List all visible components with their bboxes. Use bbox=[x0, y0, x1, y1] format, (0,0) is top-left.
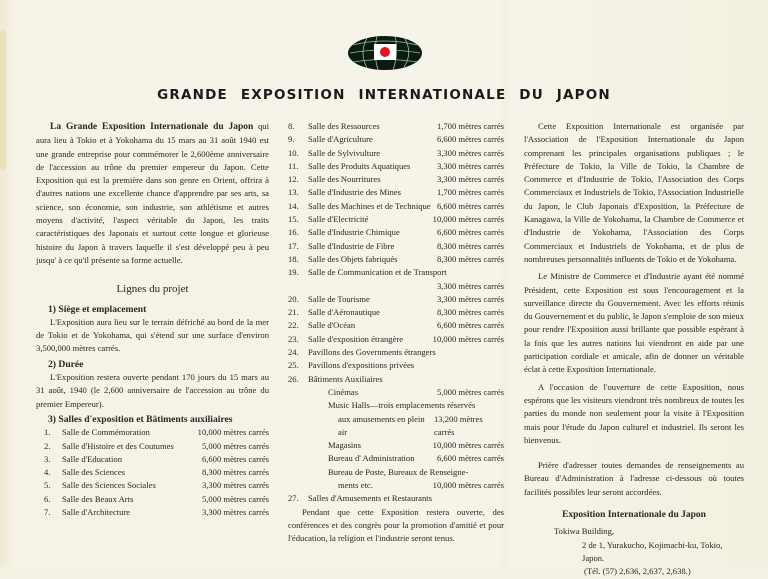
section-text-duree: L'Exposition restera ouverte pendant 170 jours du 15 mars au 31 août, 1940 (le 2,600 anniversaire de l'accession au trône du premier Empereur). bbox=[36, 372, 269, 409]
hall-name: Salle d'Agriculture bbox=[308, 134, 373, 145]
hall-number: 27. bbox=[288, 493, 299, 504]
organisation-paragraph: Cette Exposition Internationale est organisée par l'Association de l'Exposition Internationale du Japon comprenant les principales organisations publiques ; le Préfecture de Tokio, la Ville de Tokio, la Chambre de Commerce et d'Industrie de Tokio, l'Association des Corps Commerciaux et Industriels de Tokio, l'Association Industrielle du Japon, le Club Japonais d'Exposition, la Préfecture de Kanagawa, la Ville de Yokohama, la Chambre de Commerce et d'Industrie de Yokohama, l'Association des Corps Commerciaux et Industriels de Yokohama, et de plus de nombreuses personnalités influents de Tokio et de Yokohama. bbox=[524, 121, 744, 264]
hall-number: 1. bbox=[44, 427, 51, 438]
hall-row bbox=[288, 492, 504, 505]
closing-paragraph: Pendant que cette Exposition restera ouverte, des conférences et des congrès pour la promotion d'amitié et pour l'éducation, la religion et l'industrie seront tenus. bbox=[288, 506, 504, 544]
hall-area: 8,300 mètres carrés bbox=[436, 240, 504, 251]
hall-number: 2. bbox=[44, 440, 51, 451]
hall-name: Bâtiments Auxiliaires bbox=[308, 373, 383, 384]
hall-name: Salle d'Architecture bbox=[62, 507, 131, 518]
aux-row-music-2 bbox=[288, 413, 504, 440]
hall-area: 10,000 mètres carrés bbox=[197, 427, 269, 438]
hall-row bbox=[288, 213, 504, 226]
intro-paragraph bbox=[36, 120, 269, 267]
hall-name: Salle des Objets fabriqués bbox=[308, 253, 398, 264]
hall-list-middle bbox=[288, 120, 504, 266]
aux-row-bureau-admin bbox=[288, 452, 504, 465]
aux-name: Music Halls—trois emplacements réservés bbox=[328, 400, 476, 411]
hall-area: 8,300 mètres carrés bbox=[436, 307, 504, 318]
intro-lead: La Grande Exposition Internationale du Japon bbox=[50, 122, 254, 132]
hall-area: 6,600 mètres carrés bbox=[436, 200, 504, 211]
right-column bbox=[524, 120, 744, 579]
intro-text: qui aura lieu à Tokio et à Yokohama du 15 mars au 31 août 1940 est une grande entreprise pour commémorer le 2,600ème anniversaire de l'accession au trône du premier empereur du Japon. Cette Exposition qui est la première dans son genre en Orient, offrira à d'autres nations une excellente chance d'apprendre par ses arts, sa science, son économie, son industrie, son athlétisme et autres moyens d'activité, l'aspect véritable du Japon, les traits caractéristiques des Japonais et surtout cette longue et glorieuse histoire du Japon à travers laquelle il s'est développé peu à peu jusqu' à ce qu'il présente sa forme actuelle. bbox=[36, 121, 269, 265]
hall-number: 23. bbox=[288, 333, 299, 344]
visitors-paragraph: A l'occasion de l'ouverture de cette Exposition, nous espérons que les visiteurs viendront très nombreux de toutes les parties du monde non seulement pour la visite à l'Exposition mais pour l'étude du Japon culturel et industriel. Ils seront les bienvenus. bbox=[524, 381, 744, 445]
hall-number: 10. bbox=[288, 147, 299, 158]
aux-row-music-1 bbox=[288, 399, 504, 412]
aux-row-cinemas bbox=[288, 386, 504, 399]
hall-number: 7. bbox=[44, 507, 51, 518]
hall-name: Salles d'Amusements et Restaurants bbox=[308, 493, 432, 504]
hall-number: 13. bbox=[288, 187, 299, 198]
hall-area: 6,600 mètres carrés bbox=[436, 320, 504, 331]
hall-area: 3,300 mètres carrés bbox=[436, 280, 504, 291]
aux-name: aux amusements en plein air bbox=[338, 413, 425, 437]
hall-number: 4. bbox=[44, 467, 51, 478]
hall-name: Salle des Sciences bbox=[62, 467, 126, 478]
hall-number: 14. bbox=[288, 200, 299, 211]
hall-name: Salle de Tourisme bbox=[308, 293, 370, 304]
hall-number: 17. bbox=[288, 240, 299, 251]
hall-name: Salle d'Industrie Chimique bbox=[308, 227, 400, 238]
aux-area: 5,000 mètres carrés bbox=[436, 386, 504, 397]
hall-row bbox=[36, 493, 269, 506]
aux-name: Bureau d' Administration bbox=[328, 453, 415, 464]
hall-area: 8,300 mètres carrés bbox=[436, 253, 504, 264]
hall-name: Salle des Nourritures bbox=[308, 174, 381, 185]
hall-number: 18. bbox=[288, 253, 299, 264]
left-column bbox=[36, 120, 269, 519]
aux-row-poste-2 bbox=[288, 479, 504, 492]
hall-number: 9. bbox=[288, 134, 295, 145]
hall-area: 3,300 mètres carrés bbox=[201, 480, 269, 491]
hall-row bbox=[288, 359, 504, 372]
hall-name: Salle des Machines et de Technique bbox=[308, 200, 431, 211]
hall-name: Salle d'Industrie de Fibre bbox=[308, 240, 395, 251]
hall-list-left bbox=[36, 426, 269, 519]
hall-row bbox=[288, 147, 504, 160]
hall-name: Salle de Commémoration bbox=[62, 427, 150, 438]
hall-name: Salle d'Histoire et des Coutumes bbox=[62, 440, 174, 451]
hall-row bbox=[288, 253, 504, 266]
hall-row bbox=[288, 266, 504, 279]
hall-row bbox=[288, 160, 504, 173]
government-paragraph: Le Ministre de Commerce et d'Industrie ayant été nommé Président, cette Exposition est sous l'encouragement et la surveillance directe du Gouvernement. Avec les efforts réunis du Gouvernement et du public, le Japon s'emploie de son mieux pour rendre l'Exposition aussi brillante que possible espérant à la fois que les autres nations lui viendront en aide par une participation cordiale et amicale, afin de donner un véritable éclat à cette Exposition Internationale. bbox=[524, 271, 744, 375]
section-heading-salles: 3) Salles d'exposition et Bâtiments auxiliaires bbox=[48, 413, 233, 425]
aux-name: ments etc. bbox=[338, 480, 373, 491]
aux-row-magasins bbox=[288, 439, 504, 452]
hall-row bbox=[288, 186, 504, 199]
hall-number: 22. bbox=[288, 320, 299, 331]
hall-number: 6. bbox=[44, 493, 51, 504]
hall-area: 3,300 mètres carrés bbox=[436, 174, 504, 185]
hall-number: 3. bbox=[44, 453, 51, 464]
hall-name: Salle de Communication et de Transport bbox=[308, 267, 447, 278]
hall-list-middle-2 bbox=[288, 293, 504, 346]
hall-area: 3,300 mètres carrés bbox=[436, 160, 504, 171]
hall-row bbox=[288, 120, 504, 133]
organisation-name: Exposition Internationale du Japon bbox=[562, 510, 706, 521]
hall-row bbox=[36, 466, 269, 479]
hall-area: 3,300 mètres carrés bbox=[436, 293, 504, 304]
section-heading-siege: 1) Siège et emplacement bbox=[48, 303, 147, 315]
hall-row bbox=[288, 293, 504, 306]
aux-area: 10,000 mètres carrés bbox=[432, 480, 504, 491]
hall-row bbox=[288, 319, 504, 332]
hall-area: 5,000 mètres carrés bbox=[201, 440, 269, 451]
hall-row bbox=[288, 226, 504, 239]
hall-row bbox=[36, 506, 269, 519]
hall-number: 24. bbox=[288, 347, 299, 358]
hall-area: 10,000 mètres carrés bbox=[432, 214, 504, 225]
hall-row bbox=[288, 173, 504, 186]
hall-name: Salle d'Industrie des Mines bbox=[308, 187, 401, 198]
hall-row bbox=[288, 240, 504, 253]
hall-area: 10,000 mètres carrés bbox=[432, 333, 504, 344]
hall-area: 8,300 mètres carrés bbox=[201, 467, 269, 478]
hall-row bbox=[288, 333, 504, 346]
aux-row-poste-1 bbox=[288, 466, 504, 479]
hall-name: Salle des Sciences Sociales bbox=[62, 480, 156, 491]
hall-name: Salle des Produits Aquatiques bbox=[308, 160, 411, 171]
hall-row bbox=[36, 453, 269, 466]
hall-name: Salle d'Océan bbox=[308, 320, 356, 331]
hall-row bbox=[288, 133, 504, 146]
hall-area: 6,600 mètres carrés bbox=[436, 134, 504, 145]
hall-area: 3,300 mètres carrés bbox=[436, 147, 504, 158]
hall-row bbox=[288, 200, 504, 213]
hall-row bbox=[288, 306, 504, 319]
contact-paragraph: Prière d'adresser toutes demandes de renseignements au Bureau d'Administration à l'adresse ci-dessous où toutes facilités possibles leur seront accordées. bbox=[524, 460, 744, 497]
hall-area: 6,600 mètres carrés bbox=[201, 453, 269, 464]
hall-row bbox=[288, 373, 504, 386]
aux-area: 13,200 mètres carrés bbox=[433, 413, 483, 437]
hall-name: Salle d'Electricité bbox=[308, 214, 369, 225]
aux-name: Magasins bbox=[328, 440, 361, 451]
hall-row bbox=[288, 346, 504, 359]
section-heading-duree: 2) Durée bbox=[48, 358, 84, 370]
hall-number: 16. bbox=[288, 227, 299, 238]
hall-area: 5,000 mètres carrés bbox=[201, 493, 269, 504]
address-street: 2 de 1, Yurakucho, Kojimachi-ku, Tokio, Japon. bbox=[582, 539, 723, 563]
hall-number: 11. bbox=[288, 160, 299, 171]
hall-number: 5. bbox=[44, 480, 51, 491]
hall-number: 19. bbox=[288, 267, 299, 278]
hall-row bbox=[36, 479, 269, 492]
hall-area: 1,700 mètres carrés bbox=[436, 187, 504, 198]
hall-area: 6,600 mètres carrés bbox=[436, 227, 504, 238]
hall-name: Salle d'Aéronautique bbox=[308, 307, 380, 318]
hall-number: 20. bbox=[288, 293, 299, 304]
hall-number: 15. bbox=[288, 214, 299, 225]
hall-name: Salle des Beaux Arts bbox=[62, 493, 134, 504]
hall-number: 21. bbox=[288, 307, 299, 318]
hall-name: Salle d'Education bbox=[62, 453, 123, 464]
section-heading-lignes: Lignes du projet bbox=[116, 283, 189, 296]
hall-name: Salle d'exposition étrangère bbox=[308, 333, 404, 344]
hall-number: 12. bbox=[288, 174, 299, 185]
hall-name: Salle des Ressources bbox=[308, 121, 380, 131]
hall-name: Pavillons des Governments étrangers bbox=[308, 347, 436, 358]
globe-flag-logo bbox=[347, 35, 423, 71]
aux-area: 6,600 mètres carrés bbox=[436, 453, 504, 464]
hall-number: 26. bbox=[288, 373, 299, 384]
hall-row bbox=[36, 426, 269, 439]
hall-row bbox=[36, 440, 269, 453]
hall-area: 1,700 mètres carrés bbox=[436, 121, 504, 131]
hall-area: 3,300 mètres carrés bbox=[201, 507, 269, 518]
aux-name: Cinémas bbox=[328, 386, 359, 397]
hall-number: 25. bbox=[288, 360, 299, 371]
address-building: Tokiwa Building, bbox=[554, 526, 615, 537]
hall-number: 8. bbox=[288, 121, 295, 131]
address-phone: (Tél. (57) 2,636, 2,637, 2,638.) bbox=[584, 566, 691, 577]
middle-column bbox=[288, 120, 504, 546]
hall-name: Pavillons d'expositions privées bbox=[308, 360, 415, 371]
aux-name: Bureau de Poste, Bureaux de Renseigne- bbox=[328, 466, 469, 477]
page-title: GRANDE EXPOSITION INTERNATIONALE DU JAPON bbox=[157, 87, 611, 103]
hall-name: Salle de Sylvivulture bbox=[308, 147, 381, 158]
section-text-siege: L'Exposition aura lieu sur le terrain défriché au bord de la mer de Tokio et de Yokohama, qui s'étend sur une surface d'environ 3,500,000 mètres carrés. bbox=[36, 316, 269, 354]
aux-area: 10,000 mètres carrés bbox=[432, 440, 504, 451]
